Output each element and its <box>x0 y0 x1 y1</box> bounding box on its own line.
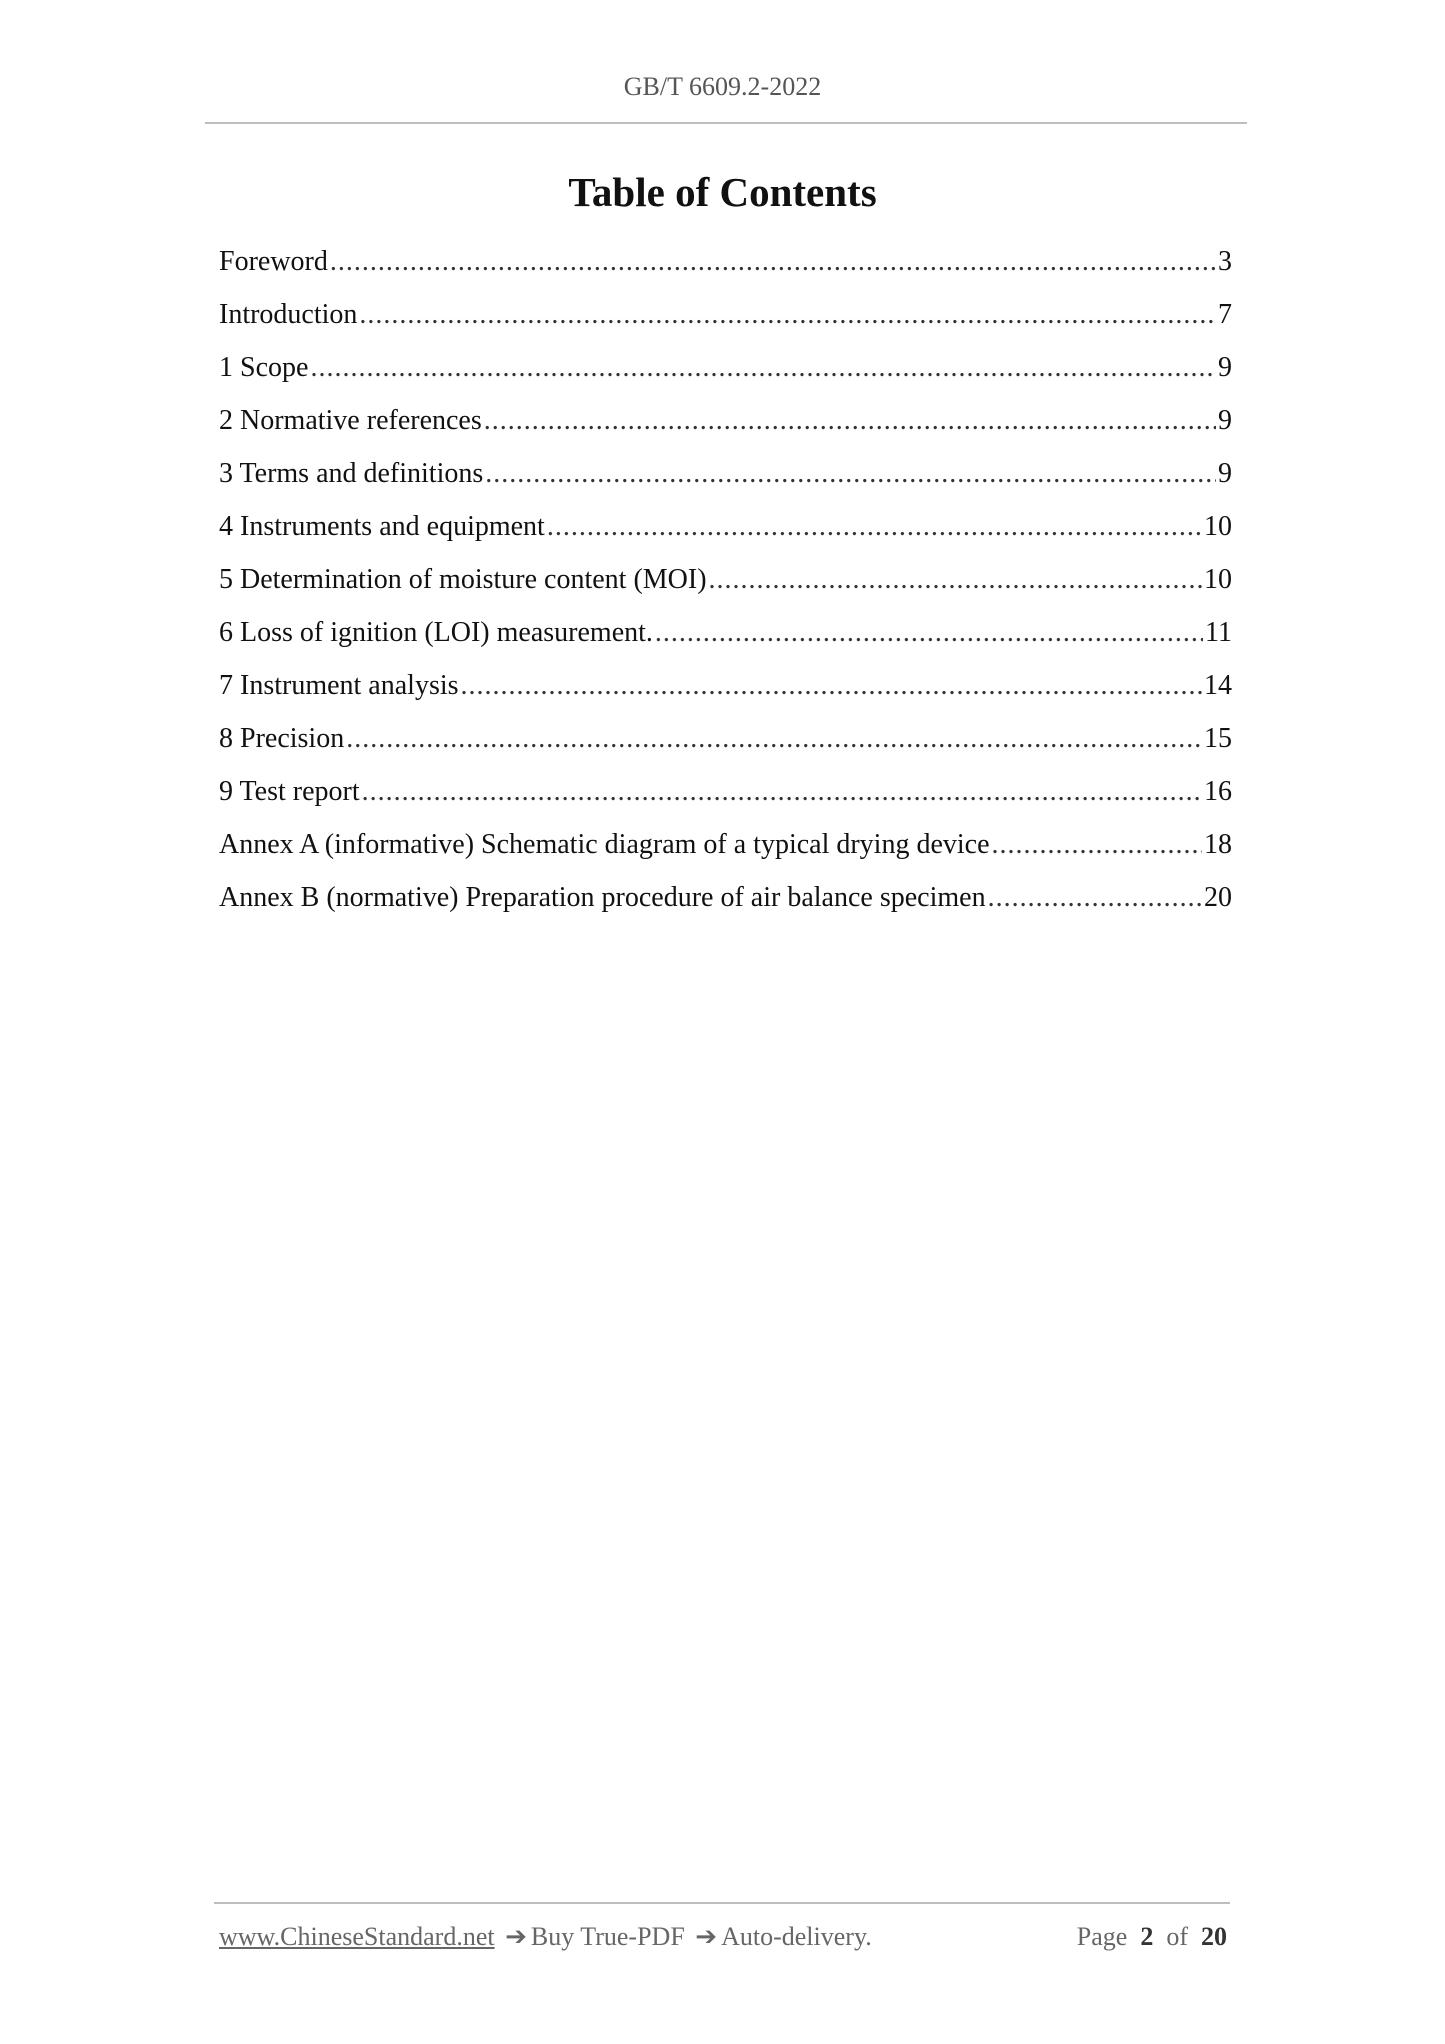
toc-entry-annex-b[interactable] <box>219 882 1232 935</box>
footer-promo <box>219 1922 872 1952</box>
toc-entry-label: 6 Loss of ignition (LOI) measurement. <box>219 617 653 648</box>
toc-list <box>219 246 1232 935</box>
toc-entry-label: 4 Instruments and equipment <box>219 511 545 542</box>
toc-entry-page: 9 <box>1218 405 1232 436</box>
toc-entry-page: 9 <box>1218 458 1232 489</box>
auto-delivery-text: Auto-delivery. <box>721 1922 872 1951</box>
toc-entry-label: 7 Instrument analysis <box>219 670 459 701</box>
toc-entry-scope[interactable] <box>219 352 1232 405</box>
toc-entry-precision[interactable] <box>219 723 1232 776</box>
toc-entry-test-report[interactable] <box>219 776 1232 829</box>
toc-entry-page: 10 <box>1204 564 1232 595</box>
toc-entry-page: 14 <box>1204 670 1232 701</box>
page-footer <box>219 1922 1227 1958</box>
toc-entry-terms-definitions[interactable] <box>219 458 1232 511</box>
right-arrow-icon: ➔ <box>505 1922 527 1951</box>
toc-entry-moisture-content[interactable] <box>219 564 1232 617</box>
toc-entry-label: 3 Terms and definitions <box>219 458 484 489</box>
toc-dot-leader <box>330 246 1216 278</box>
toc-entry-label: 8 Precision <box>219 723 345 754</box>
toc-dot-leader <box>655 617 1203 649</box>
total-pages-number: 20 <box>1201 1922 1227 1951</box>
toc-entry-page: 15 <box>1204 723 1232 754</box>
toc-entry-label: 9 Test report <box>219 776 360 807</box>
toc-entry-annex-a[interactable] <box>219 829 1232 882</box>
toc-dot-leader <box>485 458 1216 490</box>
site-link[interactable]: www.ChineseStandard.net <box>219 1922 495 1951</box>
toc-entry-page: 18 <box>1204 829 1232 860</box>
toc-entry-page: 16 <box>1204 776 1232 807</box>
toc-entry-foreword[interactable] <box>219 246 1232 299</box>
toc-entry-label: Annex A (informative) Schematic diagram of a typical drying device <box>219 829 990 860</box>
page-word: Page <box>1076 1922 1128 1951</box>
toc-entry-page: 3 <box>1218 246 1232 277</box>
toc-dot-leader <box>359 299 1216 331</box>
toc-entry-label: 1 Scope <box>219 352 309 383</box>
standard-code-header: GB/T 6609.2-2022 <box>623 72 822 101</box>
toc-entry-label: 5 Determination of moisture content (MOI) <box>219 564 707 595</box>
toc-dot-leader <box>461 670 1202 702</box>
of-word: of <box>1166 1922 1188 1951</box>
toc-entry-page: 20 <box>1204 882 1232 913</box>
footer-divider <box>214 1902 1230 1904</box>
right-arrow-icon: ➔ <box>695 1922 718 1951</box>
toc-dot-leader <box>547 511 1202 543</box>
toc-dot-leader <box>310 352 1216 384</box>
toc-entry-normative-references[interactable] <box>219 405 1232 458</box>
toc-entry-label: 2 Normative references <box>219 405 482 436</box>
toc-title: Table of Contents <box>568 169 877 215</box>
toc-entry-label: Introduction <box>219 299 358 330</box>
toc-entry-loss-of-ignition[interactable] <box>219 617 1232 670</box>
toc-entry-page: 7 <box>1218 299 1232 330</box>
toc-dot-leader <box>992 829 1202 861</box>
toc-entry-label: Annex B (normative) Preparation procedure of air balance specimen <box>219 882 986 913</box>
header-divider <box>205 122 1247 124</box>
buy-true-pdf-text: Buy True-PDF <box>530 1922 685 1951</box>
toc-dot-leader <box>346 723 1202 755</box>
toc-dot-leader <box>362 776 1202 808</box>
page-counter <box>1077 1922 1227 1952</box>
toc-dot-leader <box>484 405 1216 437</box>
current-page-number: 2 <box>1140 1922 1154 1951</box>
toc-dot-leader <box>988 882 1202 914</box>
toc-entry-instruments-equipment[interactable] <box>219 511 1232 564</box>
toc-entry-page: 11 <box>1205 617 1232 648</box>
toc-entry-page: 10 <box>1204 511 1232 542</box>
toc-dot-leader <box>709 564 1202 596</box>
toc-entry-label: Foreword <box>219 246 328 277</box>
toc-entry-page: 9 <box>1218 352 1232 383</box>
toc-entry-introduction[interactable] <box>219 299 1232 352</box>
toc-entry-instrument-analysis[interactable] <box>219 670 1232 723</box>
